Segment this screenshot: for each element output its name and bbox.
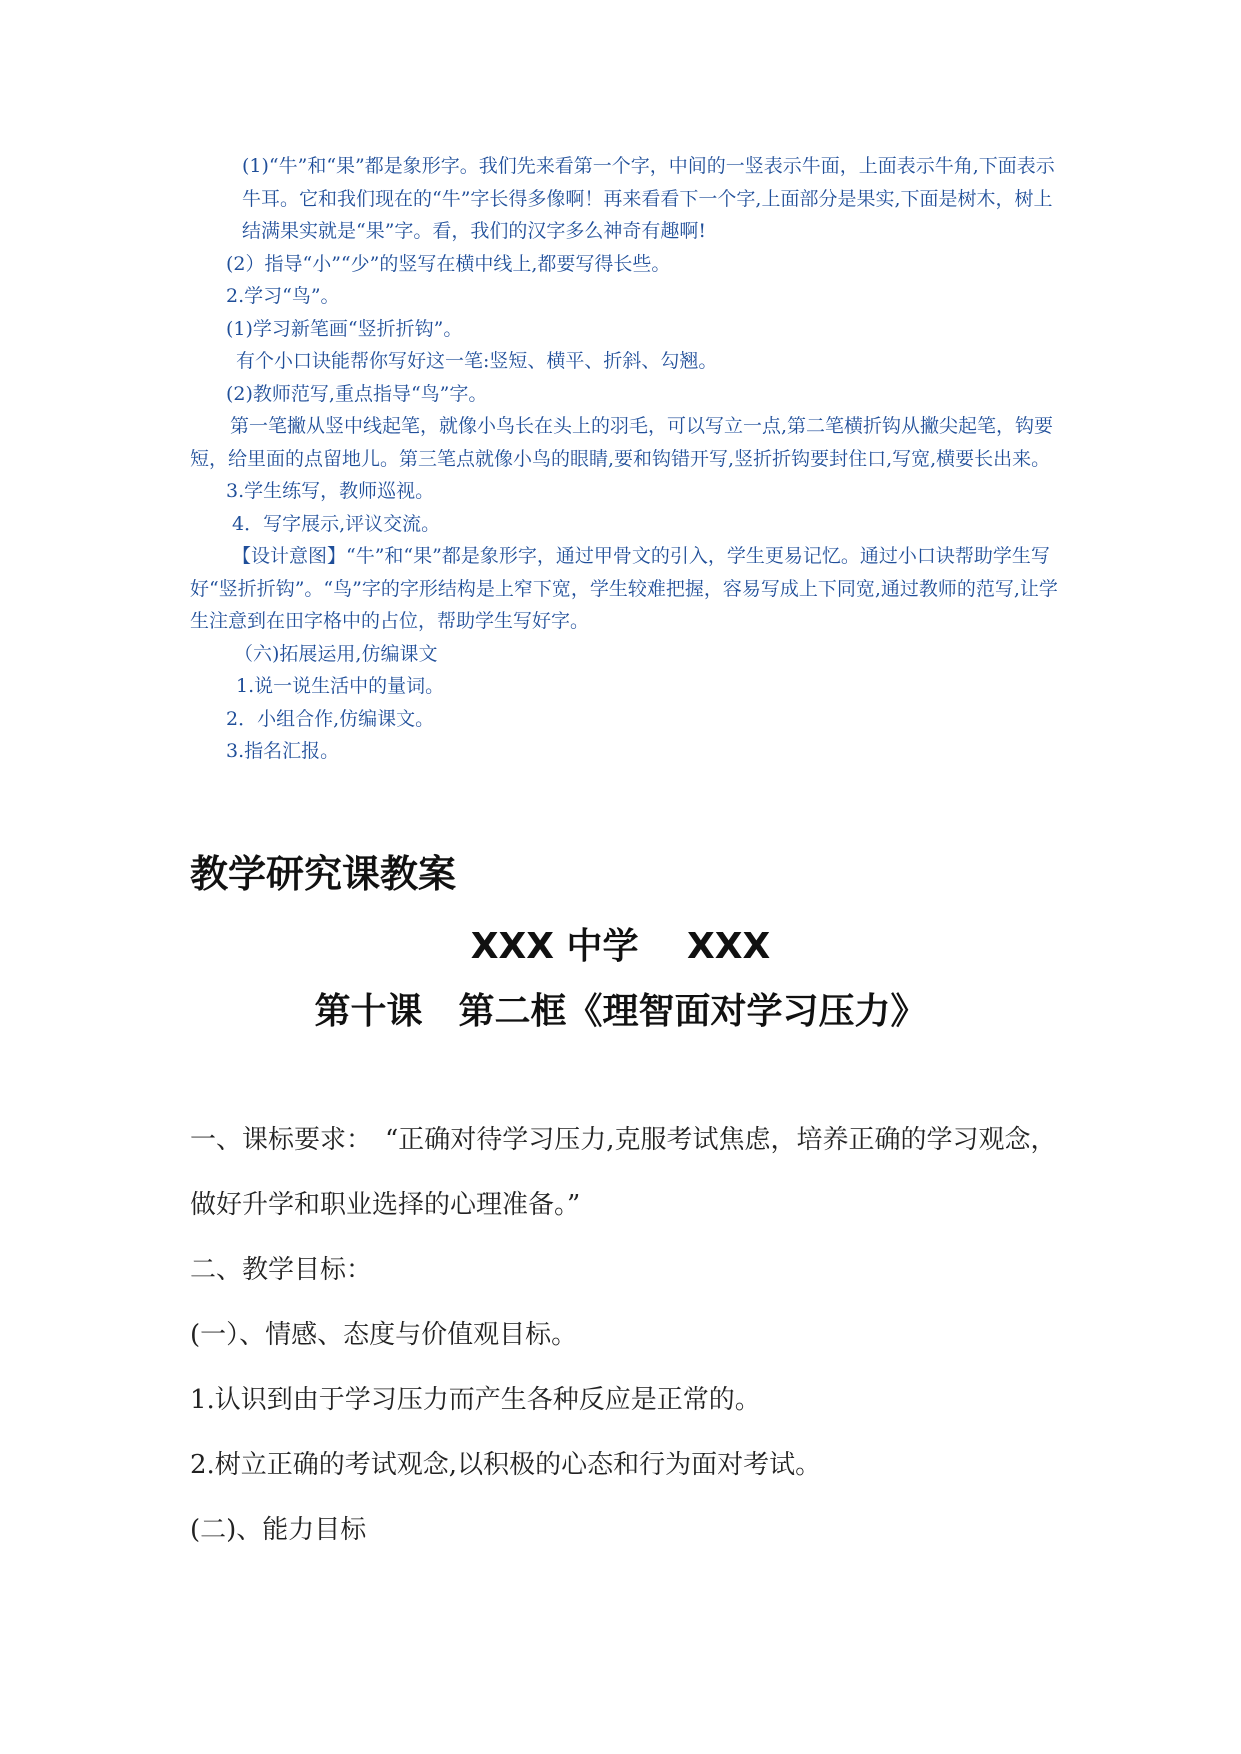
paragraph-extension-heading: （六)拓展运用,仿编课文 [234,642,438,665]
paragraph-stroke-order: 第一笔撇从竖中线起笔，就像小鸟长在头上的羽毛，可以写立一点,第二笔横折钩从撇尖起笔，钩要短，给里面的点留地儿。第三笔点就像小鸟的眼睛,要和钩错开写,竖折折钩要封住口,写宽,横要长出来。 [190,415,1054,470]
curriculum-requirement-continued: 做好升学和职业选择的心理准备。” [190,1190,581,1220]
teaching-goals-heading: 二、教学目标： [190,1255,373,1285]
paragraph-group-work: 2．小组合作,仿编课文。 [226,707,435,730]
paragraph-design-intent: 【设计意图】“牛”和“果”都是象形字，通过甲骨文的引入，学生更易记忆。通过小口诀帮助学生写好“竖折折钩”。“鸟”字的字形结构是上窄下宽，学生较难把握，容易写成上下同宽,通过教师的范写,让学生注意到在田字格中的占位，帮助学生写好字。 [190,545,1058,632]
goal-ability-heading: (二)、能力目标 [190,1515,367,1545]
goal-item-1: 1.认识到由于学习压力而产生各种反应是正常的。 [190,1385,761,1415]
paragraph-mnemonic: 有个小口诀能帮你写好这一笔:竖短、横平、折斜、勾翘。 [236,350,718,372]
goal-item-2: 2.树立正确的考试观念,以积极的心态和行为面对考试。 [190,1450,822,1480]
lesson-plan-body [190,1108,1070,1563]
lesson-title: 第十课 第二框《理智面对学习压力》 [314,991,927,1032]
paragraph-teacher-demo: (2)教师范写,重点指导“鸟”字。 [226,382,488,405]
curriculum-requirement: 一、课标要求： “正确对待学习压力,克服考试焦虑，培养正确的学习观念， [190,1125,1057,1155]
school-author-line: XXX 中学 XXX [470,926,771,967]
paragraph-new-stroke: (1)学习新笔画“竖折折钩”。 [226,317,463,340]
paragraph-niu-guo-explanation: (1)“牛”和“果”都是象形字。我们先来看第一个字，中间的一竖表示牛面，上面表示牛角,下面表示牛耳。它和我们现在的“牛”字长得多像啊！再来看看下一个字,上面部分是果实,下面是树木，树上结满果实就是“果”字。看，我们的汉字多么神奇有趣啊! [242,155,1055,242]
lesson-steps-section [190,150,1060,768]
document-title: 教学研究课教案 [190,852,457,896]
paragraph-student-practice: 3.学生练写，教师巡视。 [226,480,435,502]
paragraph-learn-niao: 2.学习“鸟”。 [226,285,340,307]
paragraph-report: 3.指名汇报。 [226,740,340,762]
paragraph-measure-words: 1.说一说生活中的量词。 [236,675,445,697]
paragraph-showcase: 4．写字展示,评议交流。 [232,512,441,535]
goal-emotion-heading: (一）、情感、态度与价值观目标。 [190,1320,578,1350]
paragraph-xiao-shao-guidance: (2）指导“小”“少”的竖写在横中线上,都要写得长些。 [226,252,671,275]
